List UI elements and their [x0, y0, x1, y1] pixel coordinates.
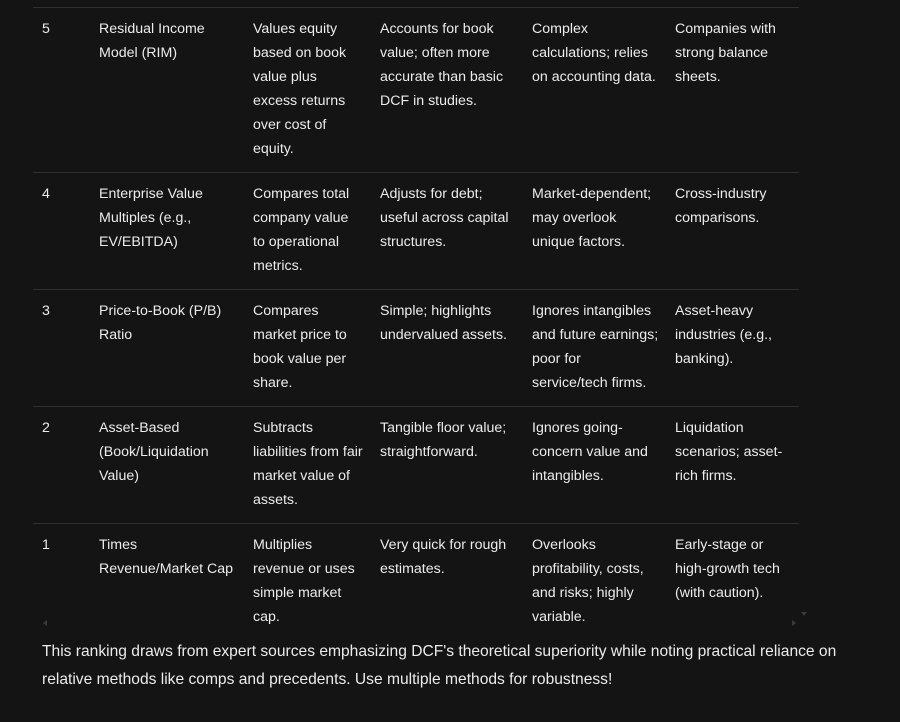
pros-cell: Accounts for book value; often more accurate than basic DCF in studies. [372, 8, 524, 173]
table-row [33, 524, 799, 641]
description-cell: Compares market price to book value per share. [245, 290, 372, 407]
rank-cell: 4 [33, 173, 91, 290]
method-cell: Enterprise Value Multiples (e.g., EV/EBITDA) [91, 173, 245, 290]
method-cell: Residual Income Model (RIM) [91, 8, 245, 173]
method-cell: Times Revenue/Market Cap [91, 524, 245, 641]
rank-cell: 1 [33, 524, 91, 641]
pros-cell: Adjusts for debt; useful across capital structures. [372, 173, 524, 290]
pros-cell: Tangible floor value; straightforward. [372, 407, 524, 524]
cons-cell: Ignores intangibles and future earnings; poor for service/tech firms. [524, 290, 667, 407]
best-for-cell: Asset-heavy industries (e.g., banking). [667, 290, 799, 407]
best-for-cell: Cross-industry comparisons. [667, 173, 799, 290]
pros-cell: Simple; highlights undervalued assets. [372, 290, 524, 407]
best-for-cell: Liquidation scenarios; asset-rich firms. [667, 407, 799, 524]
cons-cell: Overlooks profitability, costs, and risks; highly variable. [524, 524, 667, 641]
rank-cell: 2 [33, 407, 91, 524]
description-cell: Values equity based on book value plus excess returns over cost of equity. [245, 8, 372, 173]
scroll-right-arrow-icon[interactable] [792, 620, 796, 626]
cons-cell: Ignores going-concern value and intangibles. [524, 407, 667, 524]
pros-cell: Very quick for rough estimates. [372, 524, 524, 641]
cons-cell: Market-dependent; may overlook unique factors. [524, 173, 667, 290]
table-row [33, 290, 799, 407]
rank-cell: 5 [33, 8, 91, 173]
scroll-left-arrow-icon[interactable] [43, 620, 47, 626]
description-cell: Compares total company value to operational metrics. [245, 173, 372, 290]
method-cell: Price-to-Book (P/B) Ratio [91, 290, 245, 407]
valuation-methods-table [33, 7, 799, 640]
cons-cell: Complex calculations; relies on accounting data. [524, 8, 667, 173]
table-row [33, 173, 799, 290]
description-cell: Multiplies revenue or uses simple market cap. [245, 524, 372, 641]
summary-paragraph: This ranking draws from expert sources emphasizing DCF's theoretical superiority while noting practical reliance on relative methods like comps and precedents. Use multiple methods for robustness! [42, 643, 837, 688]
description-cell: Subtracts liabilities from fair market value of assets. [245, 407, 372, 524]
rank-cell: 3 [33, 290, 91, 407]
best-for-cell: Early-stage or high-growth tech (with caution). [667, 524, 799, 641]
method-cell: Asset-Based (Book/Liquidation Value) [91, 407, 245, 524]
ranking-table-container [33, 7, 799, 640]
scroll-down-arrow-icon[interactable] [801, 612, 807, 616]
best-for-cell: Companies with strong balance sheets. [667, 8, 799, 173]
table-row [33, 407, 799, 524]
table-row [33, 8, 799, 173]
